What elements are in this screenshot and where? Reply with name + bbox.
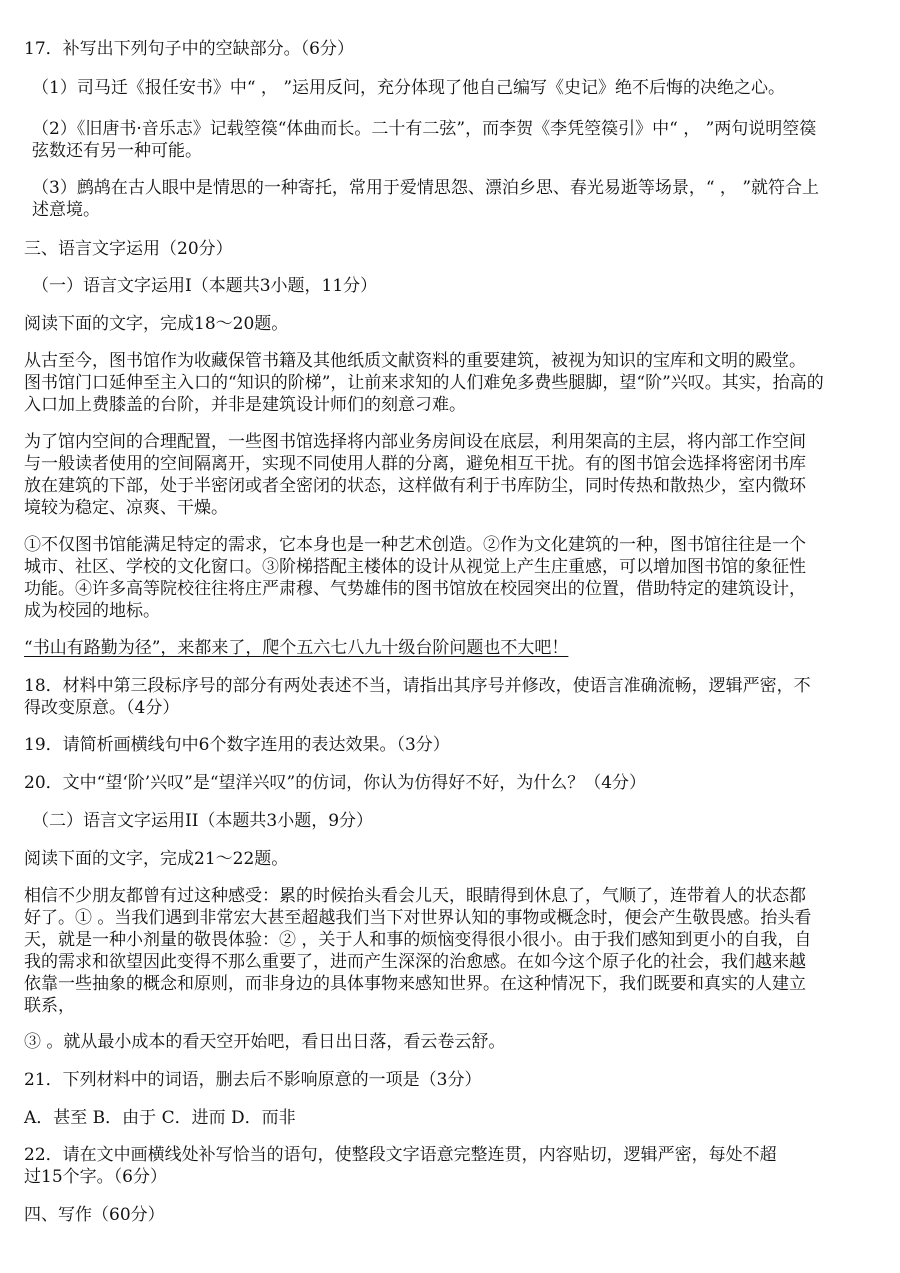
passage-2-line-2: 好了。① 。当我们遇到非常宏大甚至超越我们当下对世界认知的事物或概念时，便会产生敬畏感。抬头看	[24, 908, 812, 928]
passage-1-para-2-line-1: 为了馆内空间的合理配置，一些图书馆选择将内部业务房间设在底层，利用架高的主层，将内部工作空间	[24, 432, 806, 452]
q17-item-2-line-1: （2）《旧唐书·音乐志》记载箜篌“体曲而长。二十有二弦”，而李贺《李凭箜篌引》中“ ， ”两句说明箜篌	[32, 119, 817, 139]
passage-2-line-5: 依靠一些抽象的概念和原则，而非身边的具体事物来感知世界。在这种情况下，我们既要和真实的人建立	[24, 974, 806, 994]
passage-2-line-6: 联系，	[24, 996, 75, 1016]
section-4-heading: 四、写作（60分）	[24, 1205, 165, 1225]
q21: 21．下列材料中的词语，删去后不影响原意的一项是（3分）	[24, 1070, 482, 1090]
passage-1-para-3-line-3: 功能。④许多高等院校往往将庄严肃穆、气势雄伟的图书馆放在校园突出的位置，借助特定的建筑设计，	[24, 579, 806, 599]
passage-2-para-2: ③ 。就从最小成本的看天空开始吧，看日出日落，看云卷云舒。	[24, 1032, 506, 1052]
passage-2-line-1: 相信不少朋友都曾有过这种感受：累的时候抬头看会儿天，眼睛得到休息了，气顺了，连带着人的状态都	[24, 886, 806, 906]
passage-1-para-2-line-4: 境较为稳定、凉爽、干燥。	[24, 498, 228, 518]
q17-heading: 17．补写出下列句子中的空缺部分。（6分）	[24, 39, 354, 59]
passage-1-para-3-line-1: ①不仅图书馆能满足特定的需求，它本身也是一种艺术创造。②作为文化建筑的一种，图书馆往往是一个	[24, 535, 806, 555]
q18-line-1: 18．材料中第三段标序号的部分有两处表述不当，请指出其序号并修改，使语言准确流畅，逻辑严密，不	[24, 676, 811, 696]
passage-1-para-1-line-1: 从古至今，图书馆作为收藏保管书籍及其他纸质文献资料的重要建筑，被视为知识的宝库和文明的殿堂。	[24, 351, 806, 371]
part-2-heading: （二）语言文字运用II（本题共3小题，9分）	[32, 811, 374, 831]
reading-instruction-2: 阅读下面的文字，完成21～22题。	[24, 849, 289, 869]
passage-1-para-4-underlined: “书山有路勤为径”，来都来了，爬个五六七八九十级台阶问题也不大吧！	[24, 638, 569, 658]
passage-1-para-2-line-2: 与一般读者使用的空间隔离开，实现不同使用人群的分离，避免相互干扰。有的图书馆会选择将密闭书库	[24, 454, 806, 474]
q22-line-1: 22．请在文中画横线处补写恰当的语句，使整段文字语意完整连贯，内容贴切，逻辑严密，每处不超	[24, 1145, 777, 1165]
reading-instruction-1: 阅读下面的文字，完成18～20题。	[24, 314, 289, 334]
passage-1-para-3-line-4: 成为校园的地标。	[24, 601, 160, 621]
q18-line-2: 得改变原意。（4分）	[24, 698, 180, 718]
q20: 20．文中“望‘阶’兴叹”是“望洋兴叹”的仿词，你认为仿得好不好，为什么？（4分）	[24, 773, 647, 793]
q17-item-1: （1）司马迁《报任安书》中“ ， ”运用反问，充分体现了他自己编写《史记》绝不后悔的决绝之心。	[32, 78, 786, 98]
q22-line-2: 过15个字。（6分）	[24, 1167, 167, 1187]
passage-1-para-2-line-3: 放在建筑的下部，处于半密闭或者全密闭的状态，这样做有利于书库防尘，同时传热和散热少，室内微环	[24, 476, 806, 496]
passage-2-line-3: 天，就是一种小剂量的敬畏体验：② ，关于人和事的烦恼变得很小很小。由于我们感知到更小的自我，自	[24, 930, 812, 950]
q17-item-3-line-2: 述意境。	[32, 200, 100, 220]
q17-item-3-line-1: （3）鹧鸪在古人眼中是情思的一种寄托，常用于爱情思怨、漂泊乡思、春光易逝等场景，“ ， ”就符合上	[32, 178, 820, 198]
section-3-heading: 三、语言文字运用（20分）	[24, 239, 233, 259]
q17-item-2-line-2: 弦数还有另一种可能。	[32, 141, 202, 161]
q19: 19．请简析画横线句中6个数字连用的表达效果。（3分）	[24, 735, 450, 755]
passage-1-para-1-line-2: 图书馆门口延伸至主入口的“知识的阶梯”，让前来求知的人们难免多费些腿脚，望“阶”兴叹。其实，抬高的	[24, 373, 824, 393]
passage-1-para-1-line-3: 入口加上费膝盖的台阶，并非是建筑设计师们的刻意刁难。	[24, 395, 466, 415]
part-1-heading: （一）语言文字运用I（本题共3小题，11分）	[32, 276, 378, 296]
passage-2-line-4: 我的需求和欲望因此变得不那么重要了，进而产生深深的治愈感。在如今这个原子化的社会，我们越来越	[24, 952, 806, 972]
q21-options: A．甚至 B．由于 C．进而 D．而非	[24, 1108, 296, 1128]
passage-1-para-3-line-2: 城市、社区、学校的文化窗口。③阶梯搭配主楼体的设计从视觉上产生庄重感，可以增加图书馆的象征性	[24, 557, 806, 577]
